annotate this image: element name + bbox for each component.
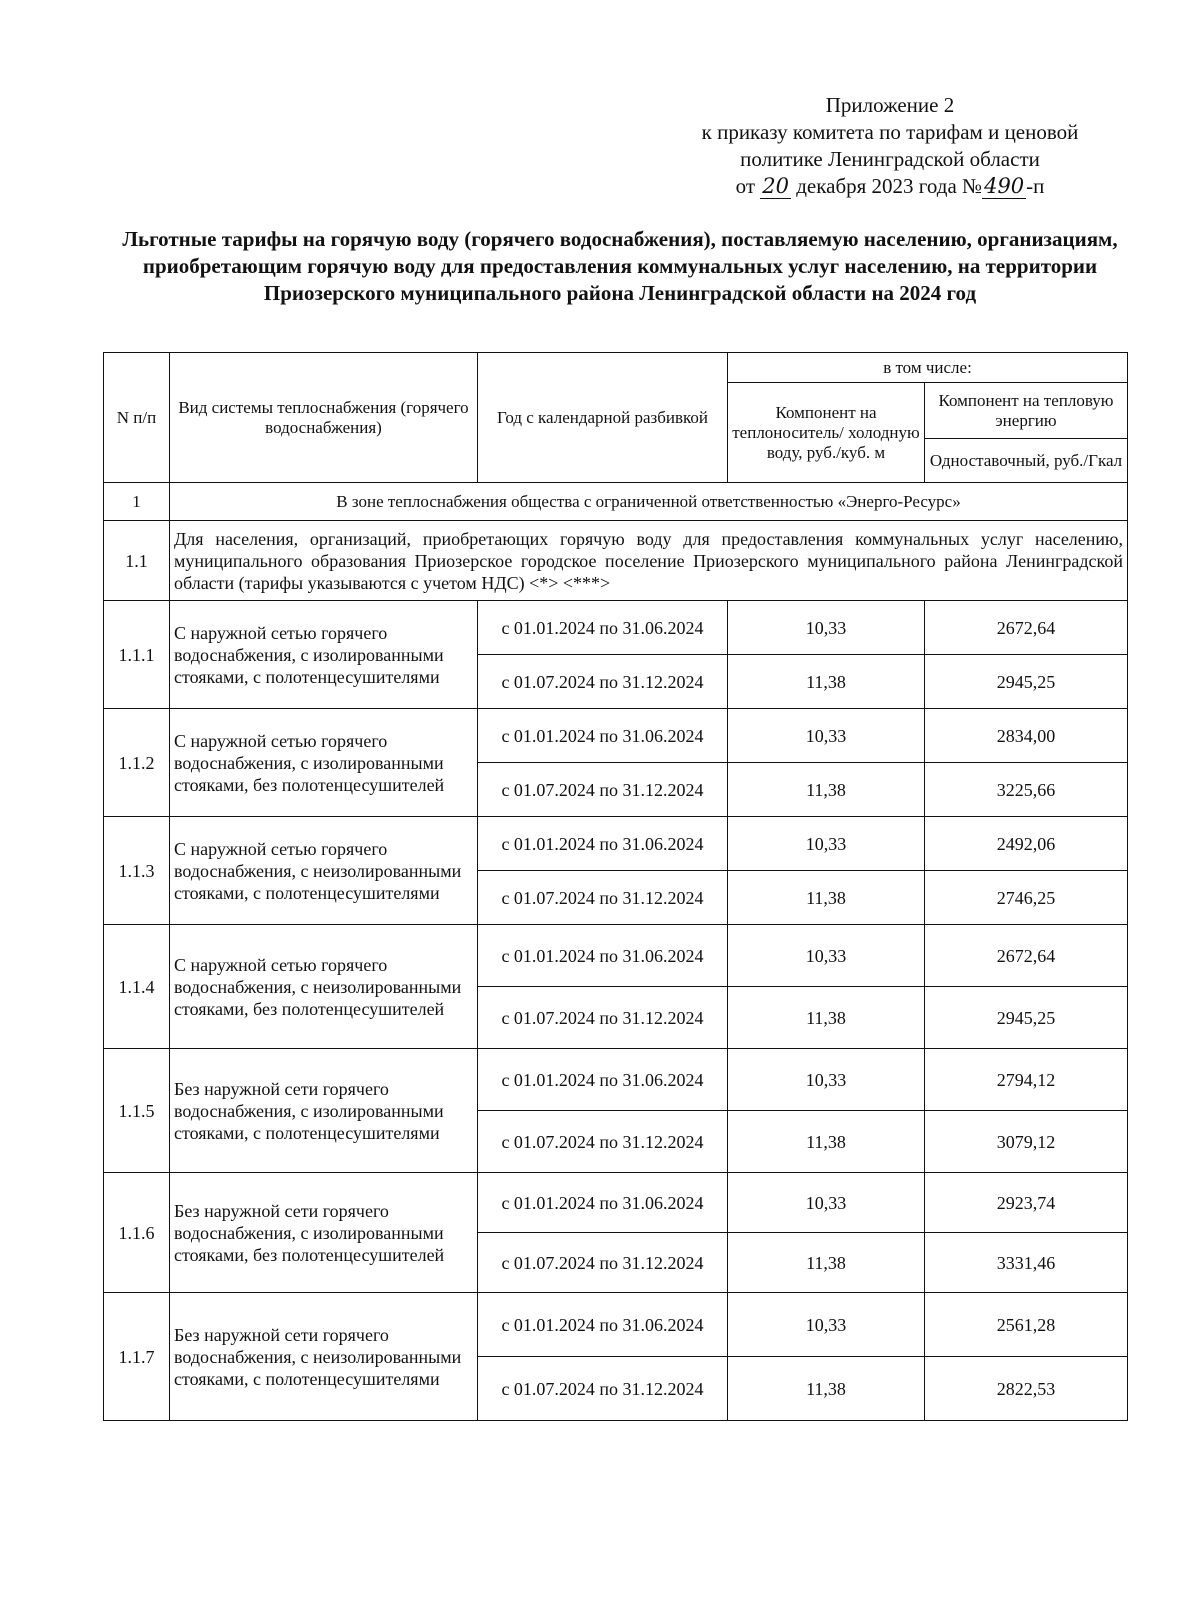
subsection-text: Для населения, организаций, приобретающих горячую воду для предоставления коммунальных услуг населению, муниципального образования Приозерское городское поселение Приозерского муниципального района Ленинградской области (тарифы указываются с учетом НДС) <*> <***> bbox=[170, 521, 1128, 601]
tariff-table bbox=[103, 352, 1128, 1421]
period-cell: с 01.01.2024 по 31.06.2024 bbox=[478, 1293, 728, 1357]
header-single-rate: Одноставочный, руб./Гкал bbox=[925, 439, 1128, 483]
heat-component-cell: 2672,64 bbox=[925, 925, 1128, 987]
tariff-table-body bbox=[104, 353, 1128, 1421]
period-cell: с 01.07.2024 по 31.12.2024 bbox=[478, 1357, 728, 1421]
annex-title: Приложение 2 bbox=[825, 93, 955, 117]
water-component-cell: 10,33 bbox=[728, 925, 925, 987]
header-period: Год с календарной разбивкой bbox=[478, 353, 728, 483]
row-group-num: 1.1.5 bbox=[104, 1049, 170, 1173]
header-including: в том числе: bbox=[728, 353, 1128, 383]
table-row bbox=[104, 1293, 1128, 1357]
water-component-cell: 11,38 bbox=[728, 871, 925, 925]
row-group-description: Без наружной сети горячего водоснабжения, с неизолированными стояками, с полотенцесушителями bbox=[170, 1293, 478, 1421]
table-row bbox=[104, 1173, 1128, 1233]
period-cell: с 01.07.2024 по 31.12.2024 bbox=[478, 871, 728, 925]
water-component-cell: 10,33 bbox=[728, 709, 925, 763]
date-prefix: от bbox=[735, 174, 755, 198]
handwritten-day: 20 bbox=[762, 174, 789, 198]
header-row-1 bbox=[104, 353, 1128, 383]
row-group-description: С наружной сетью горячего водоснабжения, с изолированными стояками, с полотенцесушителями bbox=[170, 601, 478, 709]
row-group-num: 1.1.7 bbox=[104, 1293, 170, 1421]
header-water-component: Компонент на теплоноситель/ холодную воду, руб./куб. м bbox=[728, 383, 925, 483]
heat-component-cell: 2834,00 bbox=[925, 709, 1128, 763]
water-component-cell: 10,33 bbox=[728, 817, 925, 871]
period-cell: с 01.01.2024 по 31.06.2024 bbox=[478, 601, 728, 655]
heat-component-cell: 3225,66 bbox=[925, 763, 1128, 817]
period-cell: с 01.07.2024 по 31.12.2024 bbox=[478, 1233, 728, 1293]
heat-component-cell: 3079,12 bbox=[925, 1111, 1128, 1173]
section-title: В зоне теплоснабжения общества с ограниченной ответственностью «Энерго-Ресурс» bbox=[170, 483, 1128, 521]
date-middle: декабря 2023 года № bbox=[796, 174, 983, 198]
section-num: 1 bbox=[104, 483, 170, 521]
row-group-description: С наружной сетью горячего водоснабжения, с изолированными стояками, без полотенцесушителей bbox=[170, 709, 478, 817]
period-cell: с 01.01.2024 по 31.06.2024 bbox=[478, 925, 728, 987]
period-cell: с 01.07.2024 по 31.12.2024 bbox=[478, 987, 728, 1049]
row-group-description: С наружной сетью горячего водоснабжения, с неизолированными стояками, без полотенцесушителей bbox=[170, 925, 478, 1049]
annex-committee-line: политике Ленинградской области bbox=[740, 147, 1040, 171]
table-row bbox=[104, 709, 1128, 763]
header-num: N п/п bbox=[104, 353, 170, 483]
water-component-cell: 10,33 bbox=[728, 1049, 925, 1111]
period-cell: с 01.07.2024 по 31.12.2024 bbox=[478, 655, 728, 709]
period-cell: с 01.01.2024 по 31.06.2024 bbox=[478, 817, 728, 871]
row-group-description: С наружной сетью горячего водоснабжения, с неизолированными стояками, с полотенцесушителями bbox=[170, 817, 478, 925]
period-cell: с 01.07.2024 по 31.12.2024 bbox=[478, 763, 728, 817]
period-cell: с 01.01.2024 по 31.06.2024 bbox=[478, 1173, 728, 1233]
row-group-description: Без наружной сети горячего водоснабжения, с изолированными стояками, без полотенцесушителей bbox=[170, 1173, 478, 1293]
document-title: Льготные тарифы на горячую воду (горячего водоснабжения), поставляемую населению, организациям, приобретающим горячую воду для предоставления коммунальных услуг населению, на территории Приозерского муниципального района Ленинградской области на 2024 год bbox=[122, 227, 1118, 305]
header-heat-component: Компонент на тепловую энергию bbox=[925, 383, 1128, 439]
heat-component-cell: 2794,12 bbox=[925, 1049, 1128, 1111]
subsection-row bbox=[104, 521, 1128, 601]
heat-component-cell: 2822,53 bbox=[925, 1357, 1128, 1421]
row-group-num: 1.1.2 bbox=[104, 709, 170, 817]
water-component-cell: 10,33 bbox=[728, 1293, 925, 1357]
table-row bbox=[104, 1049, 1128, 1111]
table-row bbox=[104, 817, 1128, 871]
heat-component-cell: 2561,28 bbox=[925, 1293, 1128, 1357]
table-row bbox=[104, 601, 1128, 655]
annex-header bbox=[660, 92, 1120, 200]
water-component-cell: 11,38 bbox=[728, 655, 925, 709]
row-group-num: 1.1.3 bbox=[104, 817, 170, 925]
heat-component-cell: 2923,74 bbox=[925, 1173, 1128, 1233]
water-component-cell: 11,38 bbox=[728, 1233, 925, 1293]
header-system: Вид системы теплоснабжения (горячего водоснабжения) bbox=[170, 353, 478, 483]
period-cell: с 01.07.2024 по 31.12.2024 bbox=[478, 1111, 728, 1173]
heat-component-cell: 2945,25 bbox=[925, 655, 1128, 709]
water-component-cell: 11,38 bbox=[728, 1111, 925, 1173]
period-cell: с 01.01.2024 по 31.06.2024 bbox=[478, 1049, 728, 1111]
table-row bbox=[104, 925, 1128, 987]
water-component-cell: 10,33 bbox=[728, 601, 925, 655]
heat-component-cell: 3331,46 bbox=[925, 1233, 1128, 1293]
heat-component-cell: 2945,25 bbox=[925, 987, 1128, 1049]
order-number-suffix: -п bbox=[1026, 174, 1045, 198]
heat-component-cell: 2672,64 bbox=[925, 601, 1128, 655]
water-component-cell: 11,38 bbox=[728, 763, 925, 817]
section-row bbox=[104, 483, 1128, 521]
handwritten-order-number: 490 bbox=[984, 174, 1025, 198]
heat-component-cell: 2746,25 bbox=[925, 871, 1128, 925]
water-component-cell: 11,38 bbox=[728, 1357, 925, 1421]
annex-order-line: к приказу комитета по тарифам и ценовой bbox=[701, 120, 1079, 144]
row-group-num: 1.1.4 bbox=[104, 925, 170, 1049]
water-component-cell: 10,33 bbox=[728, 1173, 925, 1233]
row-group-description: Без наружной сети горячего водоснабжения, с изолированными стояками, с полотенцесушителями bbox=[170, 1049, 478, 1173]
period-cell: с 01.01.2024 по 31.06.2024 bbox=[478, 709, 728, 763]
annex-date-line bbox=[660, 173, 1120, 200]
subsection-num: 1.1 bbox=[104, 521, 170, 601]
row-group-num: 1.1.6 bbox=[104, 1173, 170, 1293]
heat-component-cell: 2492,06 bbox=[925, 817, 1128, 871]
row-group-num: 1.1.1 bbox=[104, 601, 170, 709]
water-component-cell: 11,38 bbox=[728, 987, 925, 1049]
